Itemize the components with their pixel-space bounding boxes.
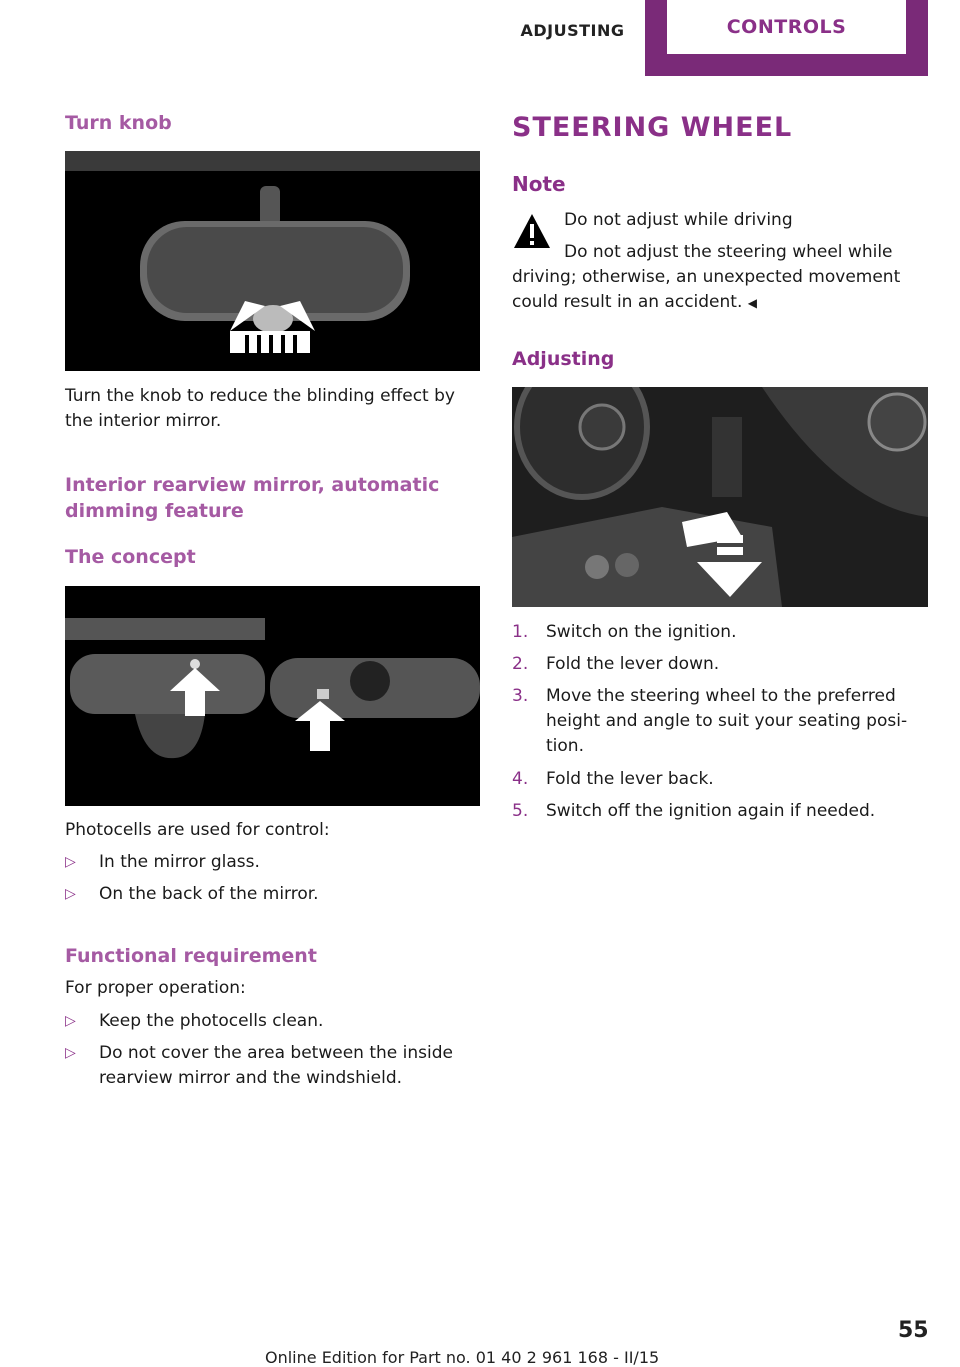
list-item-text: Do not cover the area between the inside rearview mirror and the windshield. <box>99 1043 453 1088</box>
step-text: Move the steering wheel to the preferred height and angle to suit your seating position. <box>546 686 908 756</box>
chapter-tab <box>645 0 928 76</box>
list-item <box>65 1009 480 1034</box>
step-text: Switch on the ignition. <box>546 622 737 642</box>
heading-the-concept: The concept <box>65 546 196 568</box>
warning-text <box>512 240 928 316</box>
bullet-triangle-icon: ▷ <box>65 1045 76 1061</box>
step-number: 5. <box>512 801 529 821</box>
step-text: Fold the lever back. <box>546 769 714 789</box>
list-item-text: In the mirror glass. <box>99 852 260 872</box>
steering-lever-illustration <box>512 387 928 607</box>
figure-mirror-turn-knob <box>65 151 480 371</box>
list-item-text: On the back of the mirror. <box>99 884 319 904</box>
step-item <box>512 620 928 645</box>
step-text: Switch off the ignition again if needed. <box>546 801 876 821</box>
step-number: 1. <box>512 622 529 642</box>
list-item-text: Keep the photocells clean. <box>99 1011 324 1031</box>
photocells-intro: Photocells are used for control: <box>65 820 330 840</box>
mirror-knob-illustration <box>65 151 480 371</box>
functional-intro: For proper operation: <box>65 978 246 998</box>
heading-turn-knob: Turn knob <box>65 112 172 134</box>
step-number: 4. <box>512 769 529 789</box>
page-number: 55 <box>898 1318 929 1343</box>
step-item <box>512 684 928 759</box>
heading-note: Note <box>512 172 566 196</box>
warning-title: Do not adjust while driving <box>564 210 793 230</box>
list-item <box>65 1041 480 1091</box>
photocell-illustration <box>65 586 480 806</box>
end-marker-icon: ◀ <box>747 296 758 310</box>
step-number: 2. <box>512 654 529 674</box>
section-tab-adjusting: ADJUSTING <box>520 20 625 40</box>
bullet-triangle-icon: ▷ <box>65 854 76 870</box>
list-item <box>65 882 480 907</box>
turn-knob-text: Turn the knob to reduce the blinding effect by the interior mirror. <box>65 386 455 431</box>
heading-adjusting: Adjusting <box>512 348 615 370</box>
footer-edition: Online Edition for Part no. 01 40 2 961 168 - II/15 <box>265 1348 660 1367</box>
step-item <box>512 767 928 792</box>
chapter-tab-controls: CONTROLS <box>667 0 906 54</box>
step-item <box>512 652 928 677</box>
bullet-triangle-icon: ▷ <box>65 1013 76 1029</box>
heading-steering-wheel: STEERING WHEEL <box>512 112 793 143</box>
figure-mirror-photocells <box>65 586 480 806</box>
bullet-triangle-icon: ▷ <box>65 886 76 902</box>
heading-dimming: Interior rearview mirror, automatic dimming feature <box>65 474 440 522</box>
step-number: 3. <box>512 686 529 706</box>
step-text: Fold the lever down. <box>546 654 720 674</box>
warning-body: Do not adjust the steering wheel while driving; otherwise, an unexpected movement could result in an accident. <box>512 242 901 312</box>
step-item <box>512 799 928 824</box>
heading-functional-requirement: Functional requirement <box>65 945 317 967</box>
figure-steering-lever <box>512 387 928 607</box>
list-item <box>65 850 480 875</box>
